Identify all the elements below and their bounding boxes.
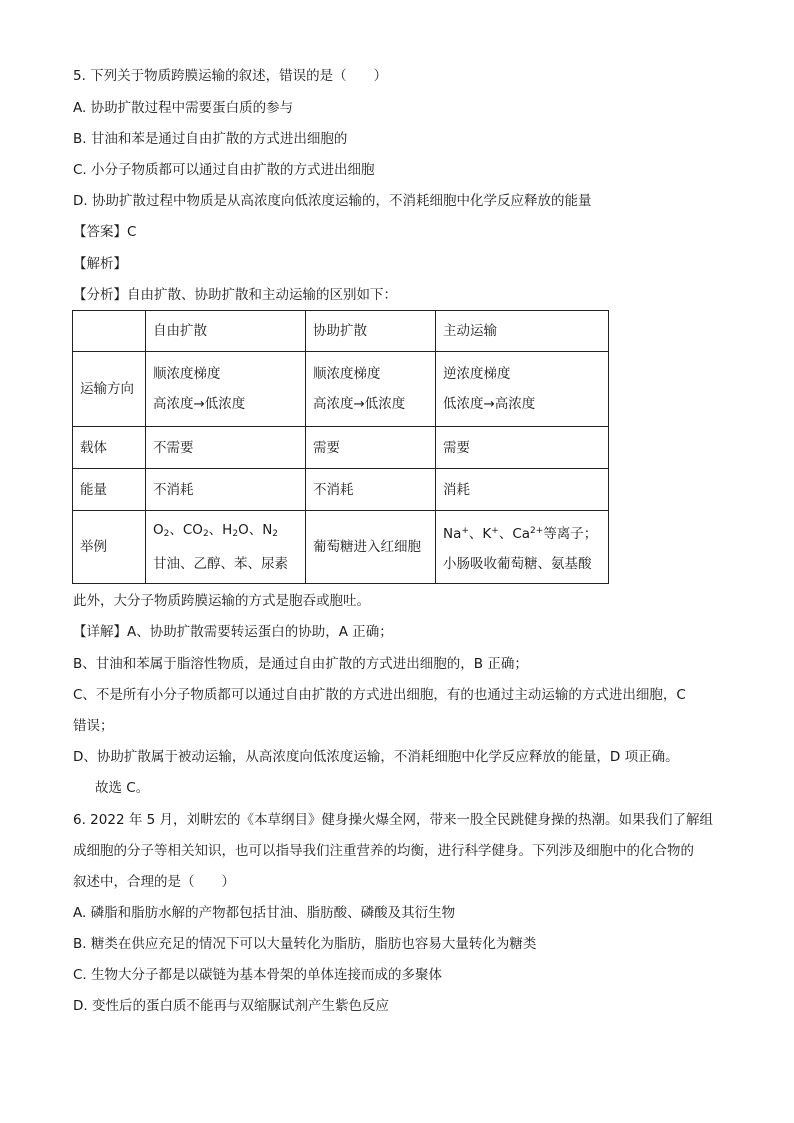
q5-answer: 【答案】C (73, 224, 137, 240)
q6-option-a: A. 磷脂和脂肪水解的产物都包括甘油、脂肪酸、磷酸及其衍生物 (73, 905, 456, 921)
q5-option-c: C. 小分子物质都可以通过自由扩散的方式进出细胞 (73, 162, 375, 178)
example-free-molecules: $O_2$、$CO_2$、$H_2O$、$N_2$ (153, 522, 279, 539)
q5-detail-a: 【详解】A、协助扩散需要转运蛋白的协助，A 正确； (73, 624, 393, 640)
q5-detail-d: D、协助扩散属于被动运输，从高浓度向低浓度运输，不消耗细胞中化学反应释放的能量，D 项正确。 (73, 749, 679, 765)
example-active-ions: Na+、K+、$Ca^{2+}$等离子； (443, 525, 598, 542)
table-row-energy (73, 469, 609, 511)
q5-analysis-tag: 【解析】 (73, 256, 127, 272)
q6-stem-line2: 成细胞的分子等相关知识，也可以指导我们注重营养的均衡，进行科学健身。下列涉及细胞中的化合物的 (73, 843, 694, 859)
example-free-line2: 甘油、乙醇、苯、尿素 (153, 556, 288, 572)
q5-option-a: A. 协助扩散过程中需要蛋白质的参与 (73, 100, 294, 116)
example-active-line2: 小肠吸收葡萄糖、氨基酸 (443, 555, 592, 572)
cell-energy-active: 消耗 (436, 469, 609, 511)
cell-line: 顺浓度梯度 (313, 366, 381, 382)
cell-direction-assist (306, 352, 436, 427)
table-row-carrier (73, 427, 609, 469)
q5-detail-c1: C、不是所有小分子物质都可以通过自由扩散的方式进出细胞，有的也通过主动运输的方式进出细胞，C (73, 687, 686, 703)
q5-choose: 故选 C。 (95, 780, 150, 796)
q6-option-b: B. 糖类在供应充足的情况下可以大量转化为脂肪，脂肪也容易大量转化为糖类 (73, 936, 537, 952)
cell-line: 低浓度→高浓度 (443, 396, 536, 412)
cell-line: 顺浓度梯度 (153, 366, 221, 382)
cell-example-active (436, 511, 609, 584)
q5-stem: 5. 下列关于物质跨膜运输的叙述，错误的是（ ） (73, 68, 388, 84)
q5-detail-b: B、甘油和苯属于脂溶性物质，是通过自由扩散的方式进出细胞的，B 正确； (73, 656, 528, 672)
transport-comparison-table (72, 310, 609, 584)
header-active-transport: 主动运输 (436, 311, 609, 352)
q5-fenxi: 【分析】自由扩散、协助扩散和主动运输的区别如下： (73, 287, 397, 303)
q6-option-c: C. 生物大分子都是以碳链为基本骨架的单体连接而成的多聚体 (73, 967, 443, 983)
q5-option-d: D. 协助扩散过程中物质是从高浓度向低浓度运输的，不消耗细胞中化学反应释放的能量 (73, 193, 592, 209)
cell-example-free (146, 511, 306, 584)
cell-carrier-active: 需要 (436, 427, 609, 469)
cell-line: 高浓度→低浓度 (313, 396, 406, 412)
q6-stem-line1: 6. 2022 年 5 月，刘畊宏的《本草纲目》健身操火爆全网，带来一股全民跳健身操的热潮。如果我们了解组 (73, 812, 713, 828)
cell-carrier-assist: 需要 (306, 427, 436, 469)
row-label-carrier: 载体 (73, 427, 146, 469)
q6-stem-line3: 叙述中，合理的是（ ） (73, 874, 235, 890)
cell-energy-assist: 不消耗 (306, 469, 436, 511)
q5-detail-c2: 错误； (73, 718, 114, 734)
cell-example-assist: 葡萄糖进入红细胞 (306, 511, 436, 584)
cell-energy-free: 不消耗 (146, 469, 306, 511)
q5-option-b: B. 甘油和苯是通过自由扩散的方式进出细胞的 (73, 131, 348, 147)
table-row-direction (73, 352, 609, 427)
cell-direction-active (436, 352, 609, 427)
q5-extra: 此外，大分子物质跨膜运输的方式是胞吞或胞吐。 (73, 593, 370, 609)
header-free-diffusion: 自由扩散 (146, 311, 306, 352)
row-label-direction: 运输方向 (73, 352, 146, 427)
table-row-example (73, 511, 609, 584)
row-label-example: 举例 (73, 511, 146, 584)
table-corner-cell (73, 311, 146, 352)
cell-line: 逆浓度梯度 (443, 366, 511, 382)
row-label-energy: 能量 (73, 469, 146, 511)
cell-carrier-free: 不需要 (146, 427, 306, 469)
table-header-row (73, 311, 609, 352)
cell-direction-free (146, 352, 306, 427)
q6-option-d: D. 变性后的蛋白质不能再与双缩脲试剂产生紫色反应 (73, 998, 389, 1014)
cell-line: 高浓度→低浓度 (153, 396, 246, 412)
header-facilitated-diffusion: 协助扩散 (306, 311, 436, 352)
